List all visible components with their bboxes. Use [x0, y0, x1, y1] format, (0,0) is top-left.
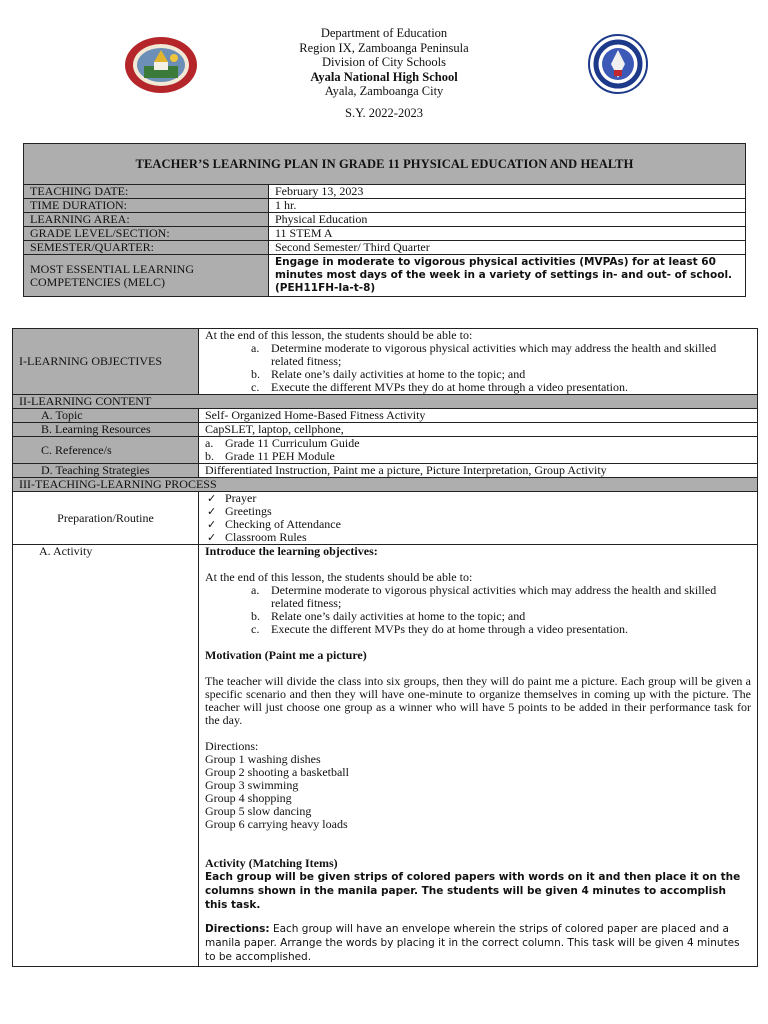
group-item: Group 3 swimming [205, 778, 299, 792]
group-item: Group 5 slow dancing [205, 804, 312, 818]
strategies-label: D. Teaching Strategies [13, 464, 199, 478]
intro-heading: Introduce the learning objectives: [205, 544, 378, 558]
list-item: ✓ Checking of Attendance [207, 517, 341, 531]
table-row [13, 464, 758, 478]
objectives-cell [199, 329, 758, 395]
motivation-text: The teacher will divide the class into six groups, then they will do paint me a picture. Each group will be given a specific scenario and then they will have one-minute to organize themselves in coming up with the picture. The teacher will just choose one group as a winner who will have 5 points to be added in their performance task for the day. [205, 674, 751, 727]
activity-cell [199, 545, 758, 967]
objectives-label: I-LEARNING OBJECTIVES [13, 329, 199, 395]
objectives-row [13, 329, 758, 395]
group-item: Group 6 carrying heavy loads [205, 817, 348, 831]
list-item: a. Determine moderate to vigorous physical activities which may address the health and skilled related fitness; [251, 341, 717, 368]
resources-label: B. Learning Resources [13, 423, 199, 437]
objectives-list [205, 342, 751, 394]
activity-label: A. Activity [13, 545, 199, 967]
semester-label: SEMESTER/QUARTER: [24, 241, 269, 255]
table-row [24, 199, 746, 213]
learning-area-label: LEARNING AREA: [24, 213, 269, 227]
preparation-cell [199, 492, 758, 545]
teaching-date-value: February 13, 2023 [269, 185, 746, 199]
learning-content-heading: II-LEARNING CONTENT [13, 395, 758, 409]
semester-value: Second Semester/ Third Quarter [269, 241, 746, 255]
time-duration-label: TIME DURATION: [24, 199, 269, 213]
checkmark-icon: ✓ [207, 531, 217, 544]
group-item: Group 2 shooting a basketball [205, 765, 349, 779]
plan-info-table [23, 143, 746, 297]
references-cell [199, 437, 758, 464]
intro-text: At the end of this lesson, the students should be able to: [205, 570, 473, 584]
section-row [13, 395, 758, 409]
list-item: ✓ Prayer [207, 491, 257, 505]
grade-level-value: 11 STEM A [269, 227, 746, 241]
checkmark-icon: ✓ [207, 518, 217, 531]
division-name: Division of City Schools [322, 55, 446, 69]
list-item: b. Grade 11 PEH Module [205, 449, 335, 463]
directions2-paragraph [205, 922, 751, 964]
table-row [24, 241, 746, 255]
table-row [24, 227, 746, 241]
list-item: c. Execute the different MVPs they do at home through a video presentation. [251, 380, 629, 394]
checkmark-icon: ✓ [207, 505, 217, 518]
table-row [24, 185, 746, 199]
melc-label: MOST ESSENTIAL LEARNING COMPETENCIES (MELC) [24, 255, 269, 297]
table-row [13, 423, 758, 437]
region-name: Region IX, Zamboanga Peninsula [299, 40, 469, 55]
table-row [13, 409, 758, 423]
grade-level-label: GRADE LEVEL/SECTION: [24, 227, 269, 241]
time-duration-value: 1 hr. [269, 199, 746, 213]
group-item: Group 1 washing dishes [205, 752, 321, 766]
table-row [24, 213, 746, 227]
references-list [205, 437, 751, 463]
topic-value: Self- Organized Home-Based Fitness Activity [199, 409, 758, 423]
preparation-list [205, 492, 751, 544]
list-item: ✓ Greetings [207, 504, 272, 518]
melc-code: (PEH11FH-Ia-t-8) [275, 282, 376, 294]
topic-label: A. Topic [13, 409, 199, 423]
directions-label: Directions: [205, 739, 259, 753]
table-row [24, 255, 746, 297]
school-address: Ayala, Zamboanga City [324, 84, 444, 98]
list-item: c. Execute the different MVPs they do at home through a video presentation. [251, 622, 629, 636]
lesson-plan-table [12, 328, 758, 967]
group-item: Group 4 shopping [205, 791, 292, 805]
teaching-process-heading: III-TEACHING-LEARNING PROCESS [13, 478, 758, 492]
teaching-date-label: TEACHING DATE: [24, 185, 269, 199]
section-row [13, 478, 758, 492]
activity-row [13, 545, 758, 967]
matching-text: Each group will be given strips of colored papers with words on it and then place it on the columns shown in the manila paper. The students will be given 4 minutes to accomplish this task. [205, 871, 741, 911]
directions2-label: Directions: [205, 923, 270, 935]
plan-title: TEACHER’S LEARNING PLAN IN GRADE 11 PHYSICAL EDUCATION AND HEALTH [24, 144, 746, 185]
document-header [0, 26, 768, 120]
objectives-intro: At the end of this lesson, the students should be able to: [205, 328, 473, 342]
directions2-text: Each group will have an envelope wherein the strips of colored paper are placed and a manila paper. Arrange the words by placing it in the correct column. This task will be given 4 minutes to be accomplished. [205, 923, 740, 963]
list-item: a. Grade 11 Curriculum Guide [205, 436, 360, 450]
motivation-heading: Motivation (Paint me a picture) [205, 648, 367, 662]
table-row [13, 492, 758, 545]
checkmark-icon: ✓ [207, 492, 217, 505]
list-item: a. Determine moderate to vigorous physical activities which may address the health and skilled related fitness; [251, 583, 717, 610]
learning-area-value: Physical Education [269, 213, 746, 227]
matching-heading: Activity (Matching Items) [205, 856, 338, 870]
table-row [13, 437, 758, 464]
preparation-label: Preparation/Routine [13, 492, 199, 545]
list-item: b. Relate one’s daily activities at home to the topic; and [251, 609, 526, 623]
melc-text: Engage in moderate to vigorous physical activities (MVPAs) for at least 60 minutes most days of the week in a variety of settings in- and out- of school. [275, 256, 733, 281]
school-name: Ayala National High School [310, 69, 458, 84]
strategies-value: Differentiated Instruction, Paint me a picture, Picture Interpretation, Group Activity [199, 464, 758, 478]
melc-value [269, 255, 746, 297]
list-item: b. Relate one’s daily activities at home to the topic; and [251, 367, 526, 381]
resources-value: CapSLET, laptop, cellphone, [199, 423, 758, 437]
department-name: Department of Education [320, 26, 448, 40]
list-item: ✓ Classroom Rules [207, 530, 307, 544]
references-label: C. Reference/s [13, 437, 199, 464]
intro-list [205, 584, 751, 636]
school-year: S.Y. 2022-2023 [345, 105, 423, 120]
